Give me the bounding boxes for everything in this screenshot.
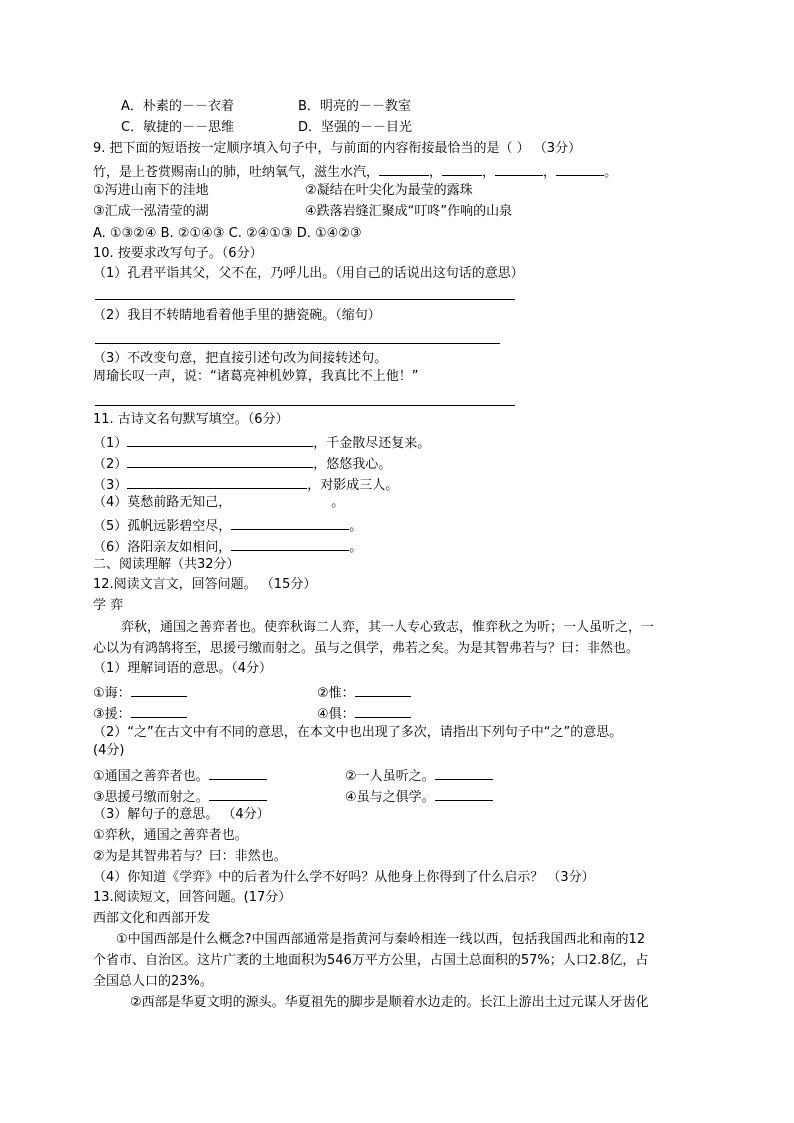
q13-para1-line3: 全国总人口的23%。 [93,974,213,989]
q11-blank-5[interactable] [231,515,349,530]
q9-phrase-1: ①泻进山南下的洼地 [93,183,209,198]
q11-text-6: （6）洛阳亲友如相问， [93,540,232,555]
q9-sep: ， [543,165,557,180]
q11-text-4: （4）莫愁前路无知己， [93,495,232,510]
q9-blank-3[interactable] [495,161,543,176]
q11-blank-3[interactable] [127,474,307,489]
q12-zhi-1 [93,765,267,786]
q10-stem: 10. 按要求改写句子。（6分） [93,246,263,261]
q9-end: 。 [604,165,618,180]
q12-zhi-4-text: ④虽与之俱学。 [345,790,435,805]
q12-passage-line-2: 心以为有鸿鹄将至，思援弓缴而射之。虽与之俱学，弗若之矣。为是其智弗若与？曰：非然也。 [93,641,640,656]
q13-para1-line1: ①中国西部是什么概念?中国西部通常是指黄河与秦岭相连一线以西，包括我国西北和南的12 [116,932,646,947]
q12-word-1 [93,682,187,703]
q12-zhi-3-blank[interactable] [209,786,267,801]
section-heading: 二、阅读理解（共32分） [93,557,240,572]
q12-zhi-4 [345,786,493,807]
q13-stem: 13.阅读短文，回答问题。(17分） [93,890,292,905]
q11-blank-1[interactable] [127,432,313,447]
q9-sentence-start: 竹，是上苍赏赐南山的肺，吐纳氧气，滋生水汽， [93,165,380,180]
q12-word-4-blank[interactable] [355,703,411,718]
q12-word-1-blank[interactable] [131,682,187,697]
q9-choices: A. ①③②④ B. ②①④③ C. ②④①③ D. ①④②③ [93,226,362,241]
q12-zhi-1-text: ①通国之善弈者也。 [93,769,209,784]
q13-para2-line1: ②西部是华夏文明的源头。华夏祖先的脚步是顺着水边走的。长江上游出土过元谋人牙齿化 [130,995,649,1010]
q11-blank-2[interactable] [127,453,313,468]
q11-text-3: ，对影成三人。 [307,478,399,493]
q11-num-2: （2） [93,457,128,472]
q8-option-b: B．明亮的－－教室 [298,99,411,114]
q9-sentence [93,161,617,182]
q9-sep: ， [429,165,443,180]
q9-stem: 9. 把下面的短语按一定顺序填入句子中，与前面的内容衔接最恰当的是（ ） （3分） [93,141,582,156]
q8-option-a: A．朴素的－－衣着 [121,99,234,114]
q11-text-2: ，悠悠我心。 [313,457,392,472]
q12-word-1-label: ①诲： [93,686,131,701]
q11-text-5: （5）孤帆远影碧空尽， [93,519,232,534]
q12-stem: 12.阅读文言文，回答问题。 （15分） [93,577,317,592]
q12-word-2-label: ②惟： [317,686,355,701]
q12-zhi-2-blank[interactable] [435,765,493,780]
q12-zhi-2 [345,765,493,786]
q12-zhi-1-blank[interactable] [209,765,267,780]
q9-blank-2[interactable] [442,161,482,176]
q10-sub3: （3）不改变句意，把直接引述句改为间接转述句。 [93,351,388,366]
q9-blank-4[interactable] [556,161,604,176]
q11-stem: 11. 古诗文名句默写填空。（6分） [93,412,289,427]
q11-line-1 [93,432,430,453]
q11-line-6 [93,536,362,557]
q11-text-1: ，千金散尽还复来。 [313,436,431,451]
q9-phrase-3: ③汇成一泓清莹的湖 [93,204,209,219]
q12-word-3-label: ③援： [93,707,131,722]
q12-title: 学 弈 [93,598,124,613]
q12-zhi-3 [93,786,267,807]
q12-zhi-3-text: ③思援弓缴而射之。 [93,790,209,805]
q13-para1-line2: 个省市、自治区。这片广袤的土地面积为546万平方公里，占国土总面积的57%；人口2.8亿，占 [93,953,649,968]
q10-sub3-text: 周瑜长叹一声，说：“诸葛亮神机妙算，我真比不上他！” [93,369,419,384]
q12-sub3: （3）解句子的意思。 （4分） [93,807,270,822]
q12-sub4: （4）你知道《学弈》中的后者为什么学不好吗？从他身上你得到了什么启示？ （3分） [93,870,595,885]
q11-end-6: 。 [349,540,363,555]
q11-blank-6[interactable] [231,536,349,551]
q12-word-2 [317,682,411,703]
q11-line-4 [93,494,344,512]
q11-end-5: 。 [349,519,363,534]
q12-passage-line-1: 弈秋，通国之善弈者也。使弈秋诲二人弈，其一人专心致志，惟弈秋之为听；一人虽听之，一 [121,620,655,635]
q12-word-4 [317,703,411,724]
q10-answer-line-3[interactable] [95,405,515,406]
q12-sub2-score: (4分) [93,743,125,758]
q12-word-2-blank[interactable] [355,682,411,697]
q10-sub1: （1）孔君平诣其父，父不在，乃呼儿出。（用自己的话说出这句话的意思） [93,266,524,281]
q11-num-3: （3） [93,478,128,493]
q12-explain-2: ②为是其智弗若与？曰：非然也。 [93,849,287,864]
q12-zhi-2-text: ②一人虽听之。 [345,769,435,784]
q10-answer-line-1[interactable] [95,299,515,300]
q12-word-4-label: ④俱： [317,707,355,722]
q11-num-1: （1） [93,436,128,451]
q12-zhi-4-blank[interactable] [435,786,493,801]
q11-line-3 [93,474,398,495]
q10-sub2: （2）我目不转睛地看着他手里的搪瓷碗。（缩句） [93,308,381,323]
q12-sub2: （2）“之”在古文中有不同的意思，在本文中也出现了多次，请指出下列句子中“之”的意思。 [93,725,623,740]
q11-end-4: 。 [331,495,345,510]
q13-title: 西部文化和西部开发 [93,911,211,926]
q8-option-d: D．坚强的－－目光 [298,120,413,135]
q10-answer-line-2[interactable] [95,343,500,344]
q9-sep: ， [482,165,496,180]
q11-line-5 [93,515,362,536]
q12-explain-1: ①弈秋，通国之善弈者也。 [93,828,248,843]
q12-sub1: （1）理解词语的意思。（4分） [93,661,273,676]
q9-blank-1[interactable] [379,161,429,176]
q9-phrase-2: ②凝结在叶尖化为最莹的露珠 [305,183,473,198]
q9-phrase-4: ④跌落岩缝汇聚成“叮咚”作响的山泉 [305,204,513,219]
q8-option-c: C．敏捷的－－思维 [121,120,235,135]
q11-line-2 [93,453,391,474]
q12-word-3-blank[interactable] [131,703,187,718]
q12-word-3 [93,703,187,724]
